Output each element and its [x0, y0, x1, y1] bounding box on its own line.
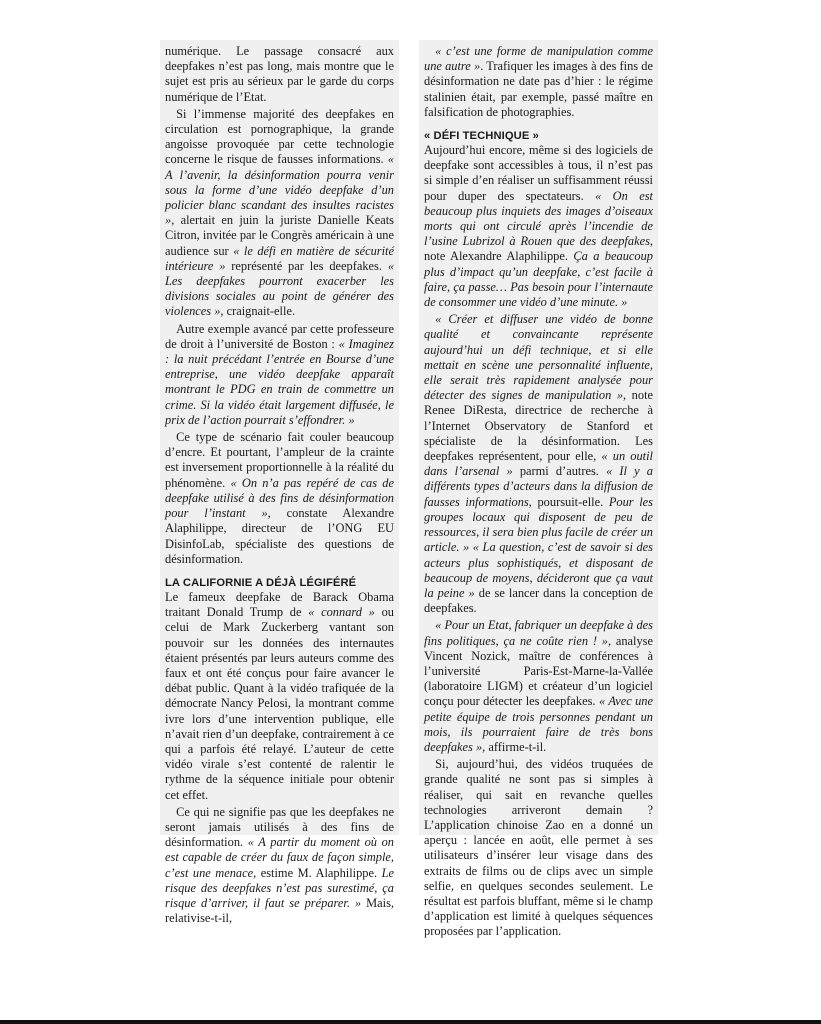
quote-text: « Créer et diffuser une vidéo de bonne qualité et convaincante représente aujourd’hui un défi technique, et si elle mettait en scène une personnalité influente, elle serait très rapidement analysée pour détecter des signes de manipulation »: [424, 312, 653, 403]
quote-text: « Pour un Etat, fabriquer un deepfake à des fins politiques, ça ne coûte rien ! »: [424, 618, 653, 648]
section-heading: « DÉFI TECHNIQUE »: [424, 130, 539, 143]
body-text: Le fameux deepfake de Barack Obama traitant Donald Trump de: [165, 589, 394, 620]
body-text: , craignait-elle.: [220, 304, 296, 319]
paragraph: [424, 757, 653, 939]
quote-text: « On est beaucoup plus inquiets des images d’oiseaux morts qui ont circulé après l’incendie de l’usine Lubrizol à Rouen que des deepfakes: [424, 188, 653, 249]
quote-text: « Les deepfakes pourront exacerber les divisions sociales au point de générer des violences »: [165, 258, 395, 319]
quote-text: « connard »: [308, 605, 375, 620]
quote-text: « un outil dans l’arsenal »: [424, 449, 653, 479]
quote-text: « Il y a différents types d’acteurs dans la diffusion de fausses informations: [424, 464, 653, 509]
quote-text: Pour les groupes locaux qui disposent de peu de ressources, il sera bien plus facile de créer un article. » « La question, c’est de savoir si des acteurs plus sophistiqués, et disposant de beaucoup de moyens, décideront que ça vaut la peine »: [424, 494, 653, 600]
paragraph: [424, 312, 653, 616]
body-text: Mais, relativise-t-il,: [165, 895, 395, 926]
paragraph: [165, 44, 394, 105]
quote-text: Le risque des deepfakes n’est pas surestimé, ça risque d’arriver, il faut se préparer. »: [165, 865, 394, 910]
article-column-left: [160, 40, 399, 926]
quote-text: Ça a beaucoup plus d’impact qu’un deepfake, c’est facile à faire, ça passe… Pas besoin pour l’internaute de consommer une vidéo d’une minute. »: [424, 249, 653, 310]
body-text: parmi d’autres.: [512, 464, 607, 479]
body-text: Ce type de scénario fait couler beaucoup d’encre. Et pourtant, l’ampleur de la crainte est inversement proportionnelle à la réalité du phénomène.: [165, 430, 394, 490]
paragraph: [165, 430, 394, 567]
quote-text: « A partir du moment où on est capable de créer du faux de façon simple, c’est une menace: [165, 835, 394, 880]
paragraph: [165, 590, 394, 803]
body-text: , estime M. Alaphilippe.: [253, 865, 382, 880]
quote-text: « Imaginez : la nuit précédant l’entrée en Bourse d’une entreprise, une vidéo deepfake apparaît montrant le PDG en train de commettre un crime. Si la vidéo était largement diffusée, le prix de l’action pourrait s’effondrer. »: [165, 336, 395, 427]
body-text: de se lancer dans la conception de deepfakes.: [424, 585, 653, 616]
body-text: , affirme-t-il.: [482, 739, 547, 754]
paragraph: [165, 805, 394, 927]
quote-text: « On n’a pas repéré de cas de deepfake utilisé à des fins de désinformation pour l’instant »: [165, 475, 394, 521]
paragraph: [165, 322, 394, 428]
paragraph: [424, 618, 653, 755]
quote-text: « Avec une petite équipe de trois personnes pendant un mois, ils pourraient faire de très bons deepfakes »: [424, 694, 653, 754]
body-text: représenté par les deepfakes.: [225, 258, 388, 273]
body-text: , poursuit-elle.: [528, 494, 609, 509]
body-text: Autre exemple avancé par cette professeure de droit à l’université de Boston :: [165, 321, 394, 351]
body-text: Si l’immense majorité des deepfakes en circulation est pornographique, la grande angoisse provoquée par cette technologie concerne le risque de fausses informations.: [165, 106, 394, 167]
paragraph: [424, 143, 653, 310]
body-text: , constate Alexandre Alaphilippe, directeur de l’ONG EU DisinfoLab, spécialiste des questions de désinformation.: [165, 506, 395, 566]
body-text: . Trafiquer les images à des fins de désinformation ne date pas d’hier : le régime stalinien était, par exemple, passé maître en falsification de photographies.: [424, 59, 653, 119]
body-text: , note Alexandre Alaphilippe.: [424, 234, 653, 264]
body-text: Aujourd’hui encore, même si des logiciels de deepfake sont accessibles à tous, il n’est pas si simple d’en réaliser un suffisamment réussi pour duper des spectateurs.: [424, 143, 653, 203]
body-text: , analyse Vincent Nozick, maître de conférences à l’université Paris-Est-Marne-la-Vallée (laboratoire LIGM) et créateur d’un logiciel conçu pour détecter les deepfakes.: [424, 633, 653, 709]
article-column-right: [419, 40, 658, 939]
quote-text: « le défi en matière de sécurité intérieure »: [165, 243, 394, 273]
bottom-border: [0, 1020, 821, 1024]
section-heading: LA CALIFORNIE A DÉJÀ LÉGIFÉRÉ: [165, 576, 357, 589]
quote-text: « A l’avenir, la désinformation pourra venir sous la forme d’une vidéo deepfake d’un policier blanc scandant des insultes racistes »: [165, 152, 394, 228]
body-text: , alertait en juin la juriste Danielle Keats Citron, invitée par le Congrès américain à une audience sur: [165, 213, 394, 258]
quote-text: « c’est une forme de manipulation comme une autre »: [424, 44, 653, 74]
paragraph: [165, 107, 394, 320]
body-text: Ce qui ne signifie pas que les deepfakes ne seront jamais utilisés à des fins de désinformation.: [165, 804, 394, 850]
paragraph: [424, 44, 653, 120]
body-text: ou celui de Mark Zuckerberg vantant son pouvoir sur les données des internautes étaient présentés par leurs auteurs comme des faux et ont été conçus pour faire avancer le débat public. Quant à la vidéo trafiquée de la démocrate Nancy Pelosi, la montrant comme ivre lors d’une intervention publique, elle n’avait rien d’un deepfake, contrairement à ce qui a parfois été relayé. L’auteur de cette vidéo virale s’est contenté de ralentir le rythme de la séquence initiale pour obtenir cet effet.: [165, 605, 394, 802]
body-text: , note Renee DiResta, directrice de recherche à l’Internet Observatory de Stanford et spécialiste de la désinformation. Les deepfakes représentent, pour elle,: [424, 388, 654, 464]
body-text: numérique. Le passage consacré aux deepfakes n’est pas long, mais montre que le sujet est pris au sérieux par le garde du corps numérique de l’Etat.: [165, 44, 394, 104]
body-text: Si, aujourd’hui, des vidéos truquées de grande qualité ne sont pas si simples à réaliser, qui sait en revanche quelles technologies arriveront demain ? L’application chinoise Zao en a donné un aperçu : lancée en août, elle permet à ses utilisateurs d’insérer leur visage dans des extraits de films ou de clips avec un simple selfie, en quelques secondes seulement. Le résultat est parfois bluffant, même si le champ d’application est limité à quelques séquences proposées par l’application.: [424, 757, 653, 939]
